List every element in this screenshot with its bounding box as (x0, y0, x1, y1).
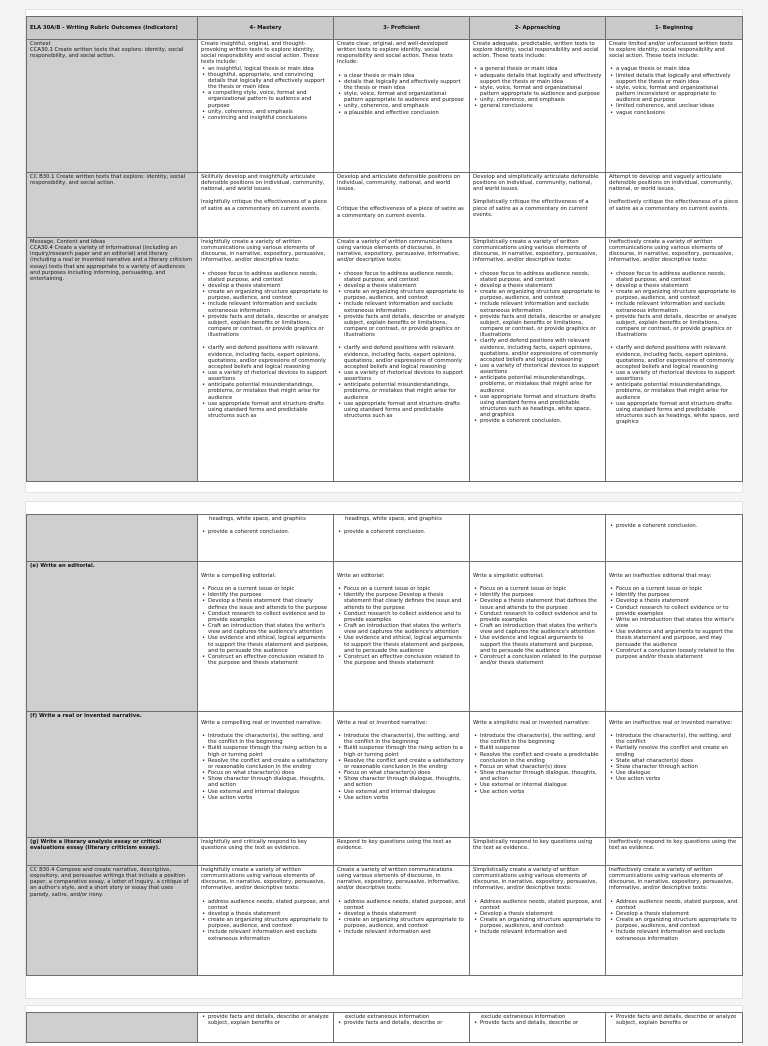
cell-intro: Ineffectively create a variety of written communications using various elements of discourse, in narrative, expository, persuasive, informative, and/or descriptive texts: (609, 239, 734, 264)
criteria-item: • develop a thesis statement (206, 283, 330, 289)
criteria-item: • Focus on a current issue or topic (614, 586, 739, 592)
cell-mastery (198, 173, 334, 238)
criteria-item: • clarify and defend positions with relevant evidence, including facts, expert opinions, quotations, and/or expressions of commonly accepted beliefs and logical reasoning (614, 345, 739, 370)
criteria-item: • Focus on what character(s) does (342, 770, 466, 776)
criteria-item: • Use evidence and logical arguments to support the thesis statement and purpose, and to persuade the audience (478, 635, 602, 653)
cell-text: headings, white space, and graphics (209, 516, 306, 522)
criteria-list (201, 899, 330, 942)
criteria-list (201, 586, 330, 666)
cell-intro: Create clear, original, and well-developed written texts to explore identity, social responsibility and social action. These texts include: (337, 41, 453, 66)
criteria-item: • use a variety of rhetorical devices to support assertions (206, 370, 330, 382)
criteria-item: • anticipate potential misunderstandings, problems, or mistakes that might arise for audience (478, 375, 602, 393)
outcome-cell-editorial (27, 562, 198, 712)
cell-proficient (334, 866, 470, 976)
cell-intro: Write an ineffective real or invented narrative: (609, 720, 733, 726)
criteria-item: • provide facts and details, describe or analyze subject, explain benefits or limitations, compare or contrast, or provide graphics or illustrations (478, 314, 602, 339)
cell-approaching (470, 238, 606, 482)
outcome-cell-narrative (27, 712, 198, 838)
criteria-item: • anticipate potential misunderstandings, problems, or mistakes that might arise for audience (206, 382, 330, 400)
criteria-list (201, 733, 330, 801)
cell-approaching (470, 712, 606, 838)
cell-intro: Write an ineffective editorial that may: (609, 573, 712, 579)
cell-beginning (606, 562, 743, 712)
criteria-item: • Include relevant information and (478, 929, 602, 935)
criteria-list (609, 66, 739, 115)
criteria-item: • Focus on a current issue or topic (342, 586, 466, 592)
criteria-item: • convincing and insightful conclusions (206, 115, 330, 121)
criteria-item: • Develop a thesis statement that clearly defines the issue and attends to the purpose (206, 598, 330, 610)
criteria-item: • Identify the purpose (478, 592, 602, 598)
criteria-item: • choose focus to address audience needs, stated purpose, and context (614, 271, 739, 283)
outcome-text: (g) Write a literary analysis essay or critical evaluations essay (literary criticism essay). (30, 839, 162, 852)
criteria-item: • include relevant information and (342, 929, 466, 935)
criteria-list (337, 586, 466, 666)
criteria-item: • Conduct research to collect evidence and to provide examples (478, 611, 602, 623)
cell-approaching (470, 173, 606, 238)
criteria-item: • style, voice, format and organizational pattern appropriate to audience and purpose (342, 91, 466, 103)
criteria-item: • limited coherence, and unclear ideas (614, 103, 739, 109)
criteria-item: • create an organizing structure appropriate to purpose, audience, and context (206, 289, 330, 301)
criteria-list (609, 733, 739, 782)
row-message-content (27, 238, 743, 482)
criteria-item: • Conduct research to collect evidence and to provide examples (342, 611, 466, 623)
outcome-cell-empty (27, 1013, 198, 1043)
criteria-item: • include relevant information and exclude extraneous information (342, 301, 466, 313)
criteria-item: • use a variety of rhetorical devices to support assertions (342, 370, 466, 382)
cell-text: Insightfully critique the effectiveness of a piece of satire as a commentary on current events. (201, 199, 327, 212)
criteria-item: • develop a thesis statement (342, 911, 466, 917)
cell-intro: Create adequate, predictable, written texts to explore identity, social responsibility and social action. These texts include: (473, 41, 599, 60)
outcome-cell-message (27, 238, 198, 482)
criteria-item: • Address audience needs, stated purpose, and context (478, 899, 602, 911)
cell-text: exclude extraneous information (481, 1014, 566, 1020)
cell-mastery (198, 866, 334, 976)
criteria-item: • Construct a conclusion loosely related to the purpose and/or thesis statement (614, 648, 739, 660)
criteria-list (609, 271, 739, 339)
cell-text: Develop and simplistically articulate defensible positions on individual, community, national, and world issues. (473, 174, 599, 193)
cell-intro: Create a variety of written communications using various elements of discourse, in narrative, expository, persuasive, informative, and/or descriptive texts: (337, 239, 460, 264)
header-mastery: 4- Mastery (198, 17, 334, 40)
row-context (27, 40, 743, 173)
criteria-item: • include relevant information and exclude extraneous information (614, 301, 739, 313)
criteria-list (201, 271, 330, 339)
cell-mastery (198, 515, 334, 562)
criteria-item: • Focus on a current issue or topic (478, 586, 602, 592)
criteria-item: • Focus on a current issue or topic (206, 586, 330, 592)
criteria-item: • provide a coherent conclusion. (206, 529, 330, 535)
cell-approaching (470, 1013, 606, 1043)
cell-intro: Insightfully create a variety of written communications using various elements of discourse, in narrative, expository, persuasive, informative, and/or descriptive texts: (201, 239, 326, 264)
cell-intro: Simplistically create a variety of written communications using various elements of discourse, in narrative, expository, persuasive, informative, and/or descriptive texts: (473, 867, 598, 892)
criteria-list (609, 899, 739, 942)
criteria-item: • address audience needs, stated purpose, and context (206, 899, 330, 911)
cell-approaching: Simplistically respond to key questions using the text as evidence. (470, 838, 606, 866)
criteria-item: • general conclusions (478, 103, 602, 109)
criteria-list (609, 345, 739, 425)
criteria-list (473, 271, 602, 425)
row-ccb30-4-continued (27, 1013, 743, 1043)
criteria-item: • anticipate potential misunderstandings, problems, or mistakes that might arise for audience (342, 382, 466, 400)
cell-proficient (334, 712, 470, 838)
criteria-item: • develop a thesis statement (342, 283, 466, 289)
criteria-item: • use appropriate format and structure drafts using standard forms and predictable structures such as (206, 401, 330, 419)
cell-proficient: Respond to key questions using the text as evidence. (334, 838, 470, 866)
cell-text: exclude extraneous information (345, 1014, 430, 1020)
criteria-item: • Identify the purpose (206, 592, 330, 598)
header-outcomes: ELA 30A/B - Writing Rubric Outcomes (Indicators) (27, 17, 198, 40)
outcome-cell-empty (27, 515, 198, 562)
cell-beginning (606, 866, 743, 976)
criteria-item: • Address audience needs, stated purpose, and context (614, 899, 739, 911)
cell-intro: Write a simplistic editorial: (473, 573, 544, 579)
criteria-item: • use a variety of rhetorical devices to support assertions (478, 363, 602, 375)
cell-proficient (334, 40, 470, 173)
document-page-3 (26, 1006, 742, 1046)
cell-proficient (334, 173, 470, 238)
row-ccb30-1 (27, 173, 743, 238)
cell-intro: Create limited and/or unfocussed written texts to explore identity, social responsibility and social action. These texts include: (609, 41, 733, 60)
criteria-item: • clarify and defend positions with relevant evidence, including facts, expert opinions, quotations, and/or expressions of commonly accepted beliefs and logical reasoning (342, 345, 466, 370)
criteria-item: • Develop a thesis statement (478, 911, 602, 917)
criteria-item: • Focus on what character(s) does (478, 764, 602, 770)
criteria-item: • Construct a conclusion related to the purpose and/or thesis statement (478, 654, 602, 666)
criteria-item: • Include relevant information and exclude extraneous information (614, 929, 739, 941)
criteria-item: • vague conclusions (614, 110, 739, 116)
criteria-item: • Use evidence and ethical, logical arguments to support the thesis statement and purpose, and to persuade the audience (206, 635, 330, 653)
criteria-list (337, 271, 466, 339)
criteria-item: • Use action verbs (478, 789, 602, 795)
criteria-item: • Use action verbs (206, 795, 330, 801)
criteria-item: • Introduce the character(s), the setting, and the conflict in the beginning (342, 733, 466, 745)
criteria-item: • a compelling style, voice, format and organizational pattern to audience and purpose (206, 90, 330, 108)
criteria-item: • Show character through dialogue, thoughts, and action (478, 770, 602, 782)
outcome-cell-context (27, 40, 198, 173)
outcome-cell-ccb30-4: CC B30.4 Compose and create narrative, descriptive, expository, and persuasive writings that include a position paper, a comparative essay, a letter of inquiry, a critique of an author's style, and a short story or essay that uses parody, satire, and/or irony. (27, 866, 198, 976)
criteria-item: • provide facts and details, describe or analyze subject, explain benefits or (206, 1014, 330, 1026)
criteria-item: • provide facts and details, describe or analyze subject, explain benefits or limitations, compare or contrast, or provide graphics or illustrations (206, 314, 330, 339)
criteria-item: • limited details that logically and effectively support the thesis or main idea (614, 73, 739, 85)
criteria-item: • Use action verbs (614, 776, 739, 782)
criteria-item: • provide facts and details, describe or (342, 1020, 466, 1026)
header-beginning: 1- Beginning (606, 17, 743, 40)
criteria-item: • Develop a thesis statement (614, 598, 739, 604)
criteria-item: • develop a thesis statement (478, 283, 602, 289)
criteria-item: • provide a coherent conclusion. (478, 418, 602, 424)
criteria-item: • anticipate potential misunderstandings, problems, or mistakes that might arise for audience (614, 382, 739, 400)
criteria-item: • provide facts and details, describe or analyze subject, explain benefits or limitations, compare or contrast, or provide graphics or illustrations (614, 314, 739, 339)
criteria-item: • Introduce the character(s), the setting, and the conflict (614, 733, 739, 745)
criteria-list (609, 586, 739, 660)
cell-mastery (198, 238, 334, 482)
criteria-item: • Use external and internal dialogue (206, 789, 330, 795)
criteria-item: • develop a thesis statement (206, 911, 330, 917)
criteria-list (473, 733, 602, 795)
criteria-item: • Construct an effective conclusion related to the purpose and thesis statement (342, 654, 466, 666)
criteria-item: • Identify the purpose (614, 592, 739, 598)
criteria-item: • details that logically and effectively support the thesis or main idea (342, 79, 466, 91)
cell-beginning (606, 515, 743, 562)
criteria-item: • Show character through action (614, 764, 739, 770)
criteria-item: • Create an organizing structure appropriate to purpose, audience, and context (478, 917, 602, 929)
cell-text: Ineffectively critique the effectiveness of a piece of satire as a commentary on current events. (609, 199, 739, 212)
criteria-item: • Partially resolve the conflict and create an ending (614, 745, 739, 757)
cell-approaching (470, 40, 606, 173)
cell-intro: Write a real or invented narrative: (337, 720, 428, 726)
criteria-item: • provide facts and details, describe or analyze subject, explain benefits or limitations, compare or contrast, or provide graphics or illustrations (342, 314, 466, 339)
criteria-item: • Write an introduction that states the writer's view (614, 617, 739, 629)
criteria-item: • thoughtful, appropriate, and convincing details that logically and effectively support the thesis or main idea (206, 72, 330, 90)
criteria-item: • Show character through dialogue, thoughts, and action (206, 776, 330, 788)
criteria-item: • State what character(s) does (614, 758, 739, 764)
criteria-item: • Craft an introduction that states the writer's view and captures the audience's attention (478, 623, 602, 635)
criteria-item: • unity, coherence, and emphasis (478, 97, 602, 103)
cell-text: headings, white space, and graphics (345, 516, 442, 522)
criteria-list (473, 586, 602, 666)
criteria-item: • Build suspense through the rising action to a high or turning point (206, 745, 330, 757)
cell-text: Develop and articulate defensible positions on individual, community, national, and world issues. (337, 174, 461, 193)
criteria-list (473, 66, 602, 109)
criteria-item: • provide a coherent conclusion. (342, 529, 466, 535)
outcome-text: CCA30.1 Create written texts that explore: identity, social responsibility, and social action. (30, 47, 184, 60)
criteria-item: • develop a thesis statement (614, 283, 739, 289)
criteria-item: • Resolve the conflict and create a satisfactory or reasonable conclusion in the ending (206, 758, 330, 770)
criteria-item: • Use external or internal dialogue (478, 782, 602, 788)
criteria-item: • Construct an effective conclusion related to the purpose and thesis statement (206, 654, 330, 666)
row-continued (27, 515, 743, 562)
cell-intro: Create insightful, original, and thought-provoking written texts to explore identity, social responsibility and social action. These texts include: (201, 41, 319, 66)
cell-proficient (334, 562, 470, 712)
criteria-item: • Conduct research to collect evidence or to provide examples (614, 605, 739, 617)
criteria-item: • unity, coherence, and emphasis (206, 109, 330, 115)
outcome-heading: Message, Content and Ideas (30, 239, 106, 245)
cell-intro: Insightfully create a variety of written communications using various elements of discourse, in narrative, expository, persuasive, informative, and/or descriptive texts: (201, 867, 326, 892)
outcome-cell-ccb30-1: CC B30.1 Create written texts that explore: identity, social responsibility, and social action. (27, 173, 198, 238)
criteria-item: • address audience needs, stated purpose, and context (342, 899, 466, 911)
criteria-item: • choose focus to address audience needs, stated purpose, and context (206, 271, 330, 283)
criteria-item: • Use evidence and ethical, logical arguments to support the thesis statement and purpose, and to persuade the audience (342, 635, 466, 653)
criteria-item: • Provide facts and details, describe or (478, 1020, 602, 1026)
criteria-list (337, 733, 466, 801)
criteria-item: • Introduce the character(s), the setting, and the conflict in the beginning (206, 733, 330, 745)
criteria-item: • unity, coherence, and emphasis (342, 103, 466, 109)
header-approaching: 2- Approaching (470, 17, 606, 40)
criteria-item: • Create an organizing structure appropriate to purpose, audience, and context (614, 917, 739, 929)
criteria-item: • adequate details that logically and effectively support the thesis or main idea (478, 73, 602, 85)
cell-beginning (606, 40, 743, 173)
criteria-item: • Resolve the conflict and create a predictable conclusion in the ending (478, 752, 602, 764)
criteria-item: • a clear thesis or main idea (342, 73, 466, 79)
cell-text: Attempt to develop and vaguely articulate defensible positions on individual, community, national, or world issues. (609, 174, 733, 193)
row-ccb30-4 (27, 866, 743, 976)
criteria-item: • a plausible and effective conclusion (342, 110, 466, 116)
cell-intro: Write an editorial: (337, 573, 385, 579)
criteria-item: • Provide facts and details, describe or analyze subject, explain benefits or (614, 1014, 739, 1026)
cell-intro: Ineffectively create a variety of written communications using various elements of discourse, in narrative, expository, persuasive, informative, and/or descriptive texts: (609, 867, 734, 892)
criteria-item: • Craft an introduction that states the writer's view and captures the audience's attention (206, 623, 330, 635)
rubric-table-page-3 (26, 1012, 743, 1043)
outcome-text: (e) Write an editorial. (30, 563, 95, 569)
criteria-item: • create an organizing structure appropriate to purpose, audience, and context (478, 289, 602, 301)
criteria-list (473, 899, 602, 936)
outcome-text: CCA30.4 Create a variety of informational (including an inquiry/research paper and an editorial) and literary (including a real or invented narrative and a literary criticism essay) texts that are appropriate to a variety of audiences and purposes including informing, persuading, and entertaining. (30, 245, 193, 282)
cell-mastery (198, 40, 334, 173)
criteria-item: • include relevant information and exclude extraneous information (206, 301, 330, 313)
cell-text: Simplistically critique the effectiveness of a piece of satire as a commentary on current events. (473, 199, 589, 218)
criteria-item: • a general thesis or main idea (478, 66, 602, 72)
criteria-item: • Use action verbs (342, 795, 466, 801)
criteria-item: • clarify and defend positions with relevant evidence, including facts, expert opinions, quotations, and/or expressions of commonly accepted beliefs and logical reasoning (478, 338, 602, 363)
criteria-item: • a vague thesis or main idea (614, 66, 739, 72)
cell-mastery (198, 1013, 334, 1043)
criteria-list (201, 66, 330, 121)
cell-approaching (470, 515, 606, 562)
cell-proficient (334, 1013, 470, 1043)
cell-intro: Write a compelling real or invented narrative: (201, 720, 322, 726)
criteria-item: • create an organizing structure appropriate to purpose, audience, and context (206, 917, 330, 929)
criteria-item: • include relevant information and exclude extraneous information (206, 929, 330, 941)
criteria-item: • Craft an introduction that states the writer's view and captures the audience's attention (342, 623, 466, 635)
criteria-item: • Build suspense through the rising action to a high or turning point (342, 745, 466, 757)
rubric-table-page-2 (26, 514, 743, 976)
criteria-item: • Use external and internal dialogue (342, 789, 466, 795)
cell-beginning: Ineffectively respond to key questions using the text as evidence. (606, 838, 743, 866)
cell-intro: Create a variety of written communications using various elements of discourse, in narrative, expository, persuasive, informative, and/or descriptive texts: (337, 867, 460, 892)
criteria-item: • Conduct research to collect evidence and to provide examples (206, 611, 330, 623)
document-page-2 (26, 502, 742, 998)
cell-mastery (198, 712, 334, 838)
criteria-item: • use appropriate format and structure drafts using standard forms and predictable structures such as headings, white space, and graphics (614, 401, 739, 426)
criteria-item: • Show character through dialogue, thoughts, and action (342, 776, 466, 788)
criteria-item: • Develop a thesis statement (614, 911, 739, 917)
criteria-item: • an insightful, logical thesis or main idea (206, 66, 330, 72)
cell-mastery: Insightfully and critically respond to key questions using the text as evidence. (198, 838, 334, 866)
criteria-item: • use a variety of rhetorical devices to support assertions (614, 370, 739, 382)
cell-text: Skillfully develop and insightfully articulate defensible positions on individual, community, national, and world issues. (201, 174, 325, 193)
cell-beginning (606, 173, 743, 238)
rubric-table-page-1 (26, 16, 743, 482)
criteria-item: • style, voice, format and organizational pattern appropriate to audience and purpose (478, 85, 602, 97)
cell-approaching (470, 866, 606, 976)
criteria-item: • choose focus to address audience needs, stated purpose, and context (478, 271, 602, 283)
criteria-item: • create an organizing structure appropriate to purpose, audience, and context (342, 289, 466, 301)
cell-beginning (606, 1013, 743, 1043)
cell-approaching (470, 562, 606, 712)
criteria-item: • include relevant information and exclude extraneous information (478, 301, 602, 313)
criteria-item: • choose focus to address audience needs, stated purpose, and context (342, 271, 466, 283)
criteria-list (337, 899, 466, 936)
cell-beginning (606, 238, 743, 482)
criteria-item: • create an organizing structure appropriate to purpose, audience, and context (342, 917, 466, 929)
row-editorial (27, 562, 743, 712)
criteria-item: • Build suspense (478, 745, 602, 751)
header-proficient: 3- Proficient (334, 17, 470, 40)
cell-proficient (334, 515, 470, 562)
criteria-item: • Identify the purpose Develop a thesis statement that clearly defines the issue and attends to the purpose (342, 592, 466, 610)
cell-proficient (334, 238, 470, 482)
criteria-item: • use appropriate format and structure drafts using standard forms and predictable structures such as (342, 401, 466, 419)
criteria-item: • Introduce the character(s), the setting, and the conflict in the beginning (478, 733, 602, 745)
cell-intro: Write a compelling editorial: (201, 573, 276, 579)
criteria-item: • clarify and defend positions with relevant evidence, including facts, expert opinions, quotations, and/or expressions of commonly accepted beliefs and logical reasoning (206, 345, 330, 370)
criteria-item: • Develop a thesis statement that defines the issue and attends to the purpose (478, 598, 602, 610)
criteria-item: • create an organizing structure appropriate to purpose, audience, and context (614, 289, 739, 301)
criteria-item: • provide a coherent conclusion. (614, 523, 739, 529)
criteria-list (337, 73, 466, 116)
cell-intro: Simplistically create a variety of written communications using various elements of discourse, in narrative, expository, persuasive, informative, and/or descriptive texts: (473, 239, 598, 264)
cell-mastery (198, 562, 334, 712)
criteria-item: • Focus on what character(s) does (206, 770, 330, 776)
outcome-text: (f) Write a real or invented narrative. (30, 713, 142, 719)
criteria-list (337, 345, 466, 419)
criteria-item: • style, voice, format and organizational pattern inconsistent or appropriate to audience and purpose (614, 85, 739, 103)
outcome-heading: Context (30, 41, 51, 47)
row-narrative (27, 712, 743, 838)
criteria-item: • Use evidence and arguments to support the thesis statement and purpose, and may persuade the audience (614, 629, 739, 647)
criteria-item: • Use dialogue (614, 770, 739, 776)
criteria-item: • Resolve the conflict and create a satisfactory or reasonable conclusion in the ending (342, 758, 466, 770)
document-page-1 (26, 10, 742, 492)
outcome-cell-literary (27, 838, 198, 866)
row-literary (27, 838, 743, 866)
cell-intro: Write a simplistic real or invented narrative: (473, 720, 590, 726)
criteria-item: • use appropriate format and structure drafts using standard forms and predictable structures such as headings, white space, and graphics (478, 394, 602, 419)
cell-beginning (606, 712, 743, 838)
cell-text: Critique the effectiveness of a piece of satire as a commentary on current events. (337, 206, 464, 219)
criteria-list (201, 345, 330, 419)
